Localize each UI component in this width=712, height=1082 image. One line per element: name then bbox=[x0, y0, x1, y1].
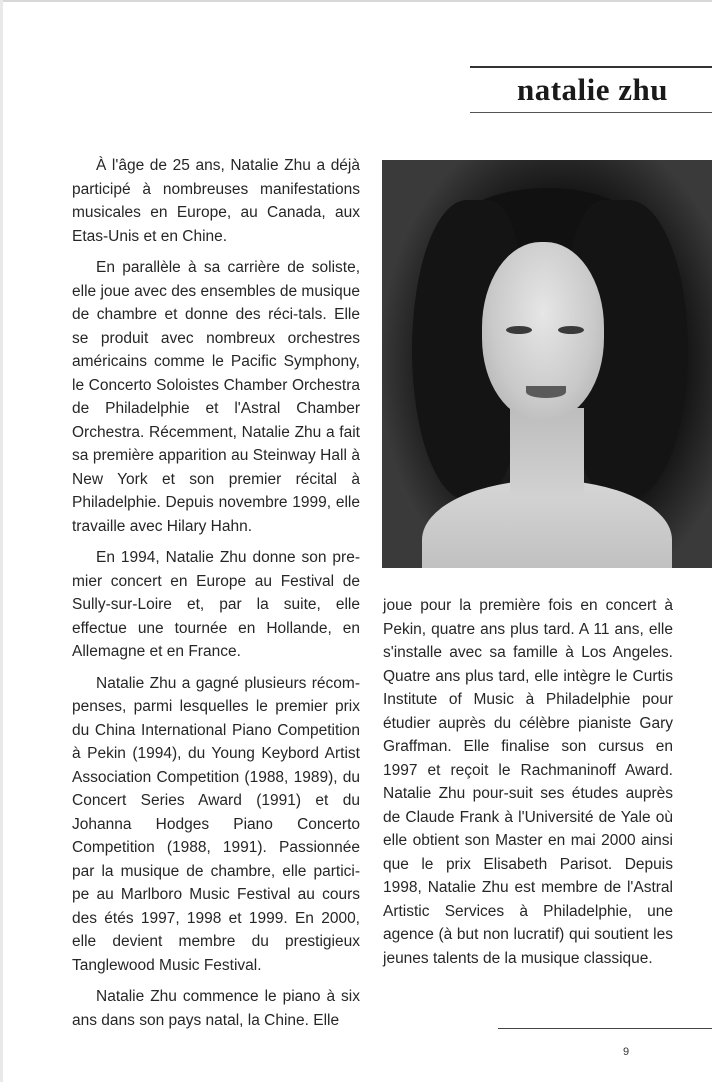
portrait-mouth bbox=[526, 386, 566, 398]
paragraph: Natalie Zhu commence le piano à six ans dans son pays natal, la Chine. Elle bbox=[72, 988, 360, 1029]
paragraph: À l'âge de 25 ans, Natalie Zhu a déjà participé à nombreuses manifestations musicales en Europe, au Canada, aux Etas-Unis et en Chine. bbox=[72, 157, 360, 245]
title-bottom-rule bbox=[470, 112, 712, 113]
portrait-neck bbox=[510, 408, 584, 498]
portrait-photo bbox=[382, 160, 712, 568]
paragraph: En 1994, Natalie Zhu donne son pre-mier concert en Europe au Festival de Sully-sur-Loire et, par la suite, elle effectue une tournée en Hollande, en Allemagne et en France. bbox=[72, 549, 360, 660]
portrait-eye bbox=[558, 326, 584, 334]
page-title: natalie zhu bbox=[516, 72, 668, 107]
paragraph: En parallèle à sa carrière de soliste, elle joue avec des ensembles de musique de chambre et donne des réci-tals. Elle se produit avec nombreux orchestres américains comme le Pacific Symphony, le Concerto Soloistes Chamber Orchestra de Philadelphie et l'Astral Chamber Orchestra. Récemment, Natalie Zhu a fait sa première apparition au Steinway Hall à New York et son premier récital à Philadelphie. Depuis novembre 1999, elle travaille avec Hilary Hahn. bbox=[72, 259, 360, 535]
page-top-edge bbox=[0, 0, 712, 2]
left-text-column bbox=[72, 154, 360, 1040]
title-top-rule bbox=[470, 66, 712, 68]
footer-rule bbox=[498, 1028, 712, 1029]
page-number: 9 bbox=[623, 1046, 630, 1058]
page-left-edge bbox=[0, 0, 3, 1082]
paragraph: Natalie Zhu a gagné plusieurs récom-penses, parmi lesquelles le premier prix du China International Piano Competition à Pekin (1994), du Young Keybord Artist Association Competition (1988, 1989), du Concert Series Award (1991) et du Johanna Hodges Piano Concerto Competition (1988, 1991). Passionnée par la musique de chambre, elle partici-pe au Marlboro Music Festival au cours des étés 1997, 1998 et 1999. En 2000, elle devient membre du prestigieux Tanglewood Music Festival. bbox=[72, 674, 360, 974]
right-text-column bbox=[383, 594, 673, 978]
paragraph: joue pour la première fois en concert à Pekin, quatre ans plus tard. A 11 ans, elle s'installe avec sa famille à Los Angeles. Quatre ans plus tard, elle intègre le Curtis Institute of Music à Philadelphie pour étudier auprès du célèbre pianiste Gary Graffman. Elle finalise son cursus en 1997 et reçoit le Rachmaninoff Award. Natalie Zhu pour-suit ses études auprès de Claude Frank à l'Université de Yale où elle obtient son Master en mai 2000 ainsi que le prix Elisabeth Parisot. Depuis 1998, Natalie Zhu est membre de l'Astral Artistic Services à Philadelphie, une agence (à but non lucratif) qui soutient les jeunes talents de la musique classique. bbox=[383, 597, 673, 967]
portrait-eye bbox=[506, 326, 532, 334]
